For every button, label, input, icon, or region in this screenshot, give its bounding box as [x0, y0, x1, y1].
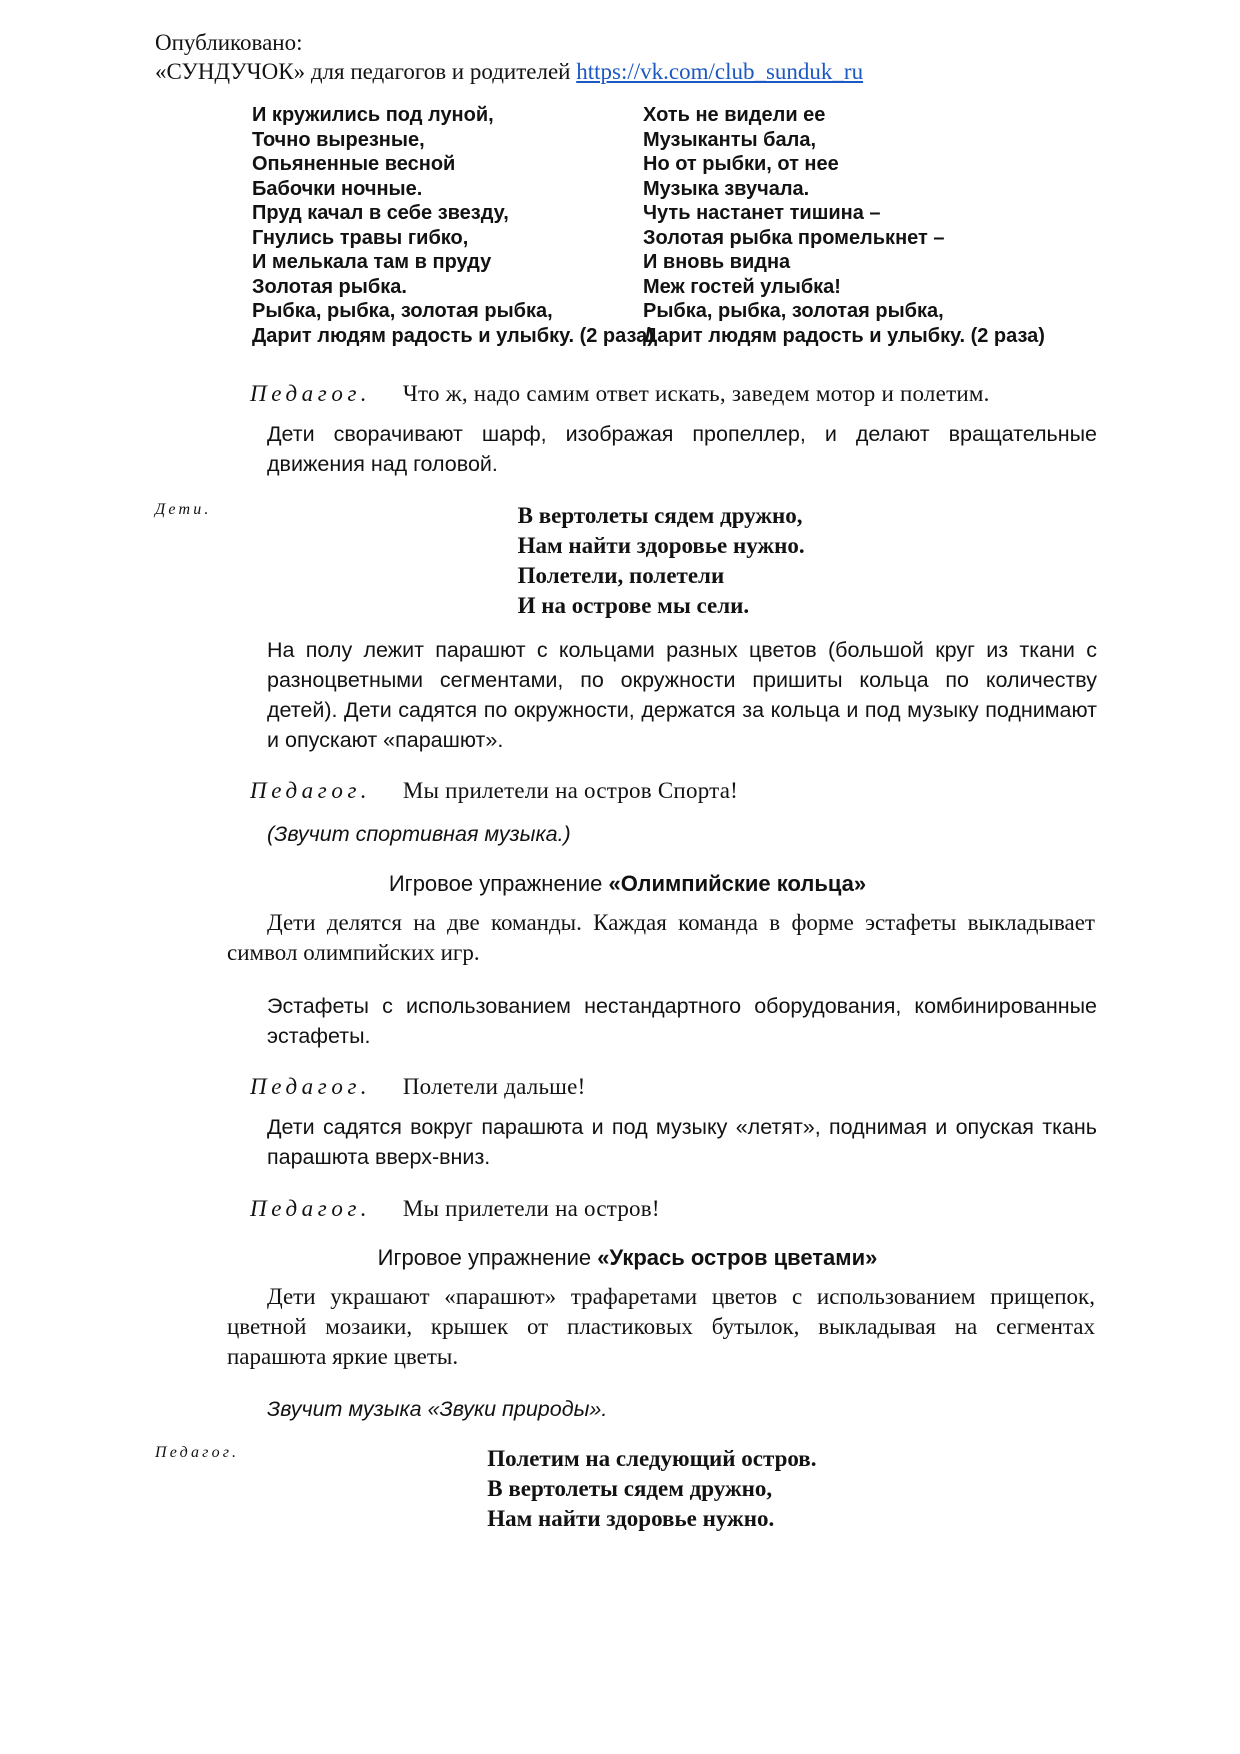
lyric-line: Музыканты бала,	[643, 128, 817, 151]
verse-line: В вертолеты сядем дружно,	[517, 502, 803, 528]
source-line	[155, 57, 1100, 87]
game-heading-prefix: Игровое упражнение	[388, 870, 609, 896]
game2-description: Дети украшают «парашют» трафаретами цветов с использованием прищепок, цветной мозаики, крышек от пластиковых бутылок, выкладывая на сегментах парашюта яркие цветы.	[227, 1283, 1095, 1369]
lyric-line: Золотая рыбка промелькнет –	[643, 226, 945, 249]
teacher-speech-3	[250, 1072, 1100, 1102]
speaker-label-teacher: Педагог.	[250, 1074, 372, 1099]
lyric-line: Точно вырезные,	[252, 128, 425, 151]
song-lyrics-block	[155, 103, 1100, 353]
speaker-label-teacher: Педагог.	[250, 778, 372, 803]
lyric-line: И вновь видна	[643, 251, 791, 273]
verse-line: Нам найти здоровье нужно.	[517, 532, 805, 558]
verse-line: И на острове мы сели.	[517, 592, 750, 618]
speaker-label-children: Дети.	[155, 500, 212, 518]
lyric-line: Дарит людям радость и улыбку. (2 раза)	[252, 324, 654, 347]
stage-note-nature-sounds: Звучит музыка «Звуки природы».	[267, 1396, 608, 1421]
lyric-line: Пруд качал в себе звезду,	[252, 202, 509, 224]
lyric-line: Золотая рыбка.	[252, 275, 407, 298]
lyric-line: Опьяненные весной	[252, 153, 456, 175]
teacher-speech-2	[250, 776, 1100, 806]
verse-line: В вертолеты сядем дружно,	[487, 1476, 773, 1501]
teacher-utterance: Полетели дальше!	[402, 1074, 586, 1099]
game-heading-name: «Укрась остров цветами»	[597, 1244, 878, 1270]
game1-description: Дети делятся на две команды. Каждая команда в форме эстафеты выкладывает символ олимпийских игр.	[227, 909, 1095, 965]
stage-direction-scarf: Дети сворачивают шарф, изображая пропеллер, и делают вращательные движения над головой.	[267, 422, 1097, 476]
song-column-right	[643, 103, 1045, 348]
lyric-line: И кружились под луной,	[252, 104, 494, 126]
verse-line: Нам найти здоровье нужно.	[487, 1506, 775, 1531]
verse-line: Полетели, полетели	[517, 562, 725, 588]
stage-note-sport-music: (Звучит спортивная музыка.)	[267, 822, 571, 846]
lyric-line: И мелькала там в пруду	[252, 251, 492, 273]
vk-club-link[interactable]: https://vk.com/club_sunduk_ru	[576, 59, 864, 84]
children-verse	[518, 501, 805, 621]
teacher-verse-block	[155, 1444, 1100, 1534]
lyric-line: Рыбка, рыбка, золотая рыбка,	[643, 300, 944, 322]
lyric-line: Но от рыбки, от нее	[643, 153, 839, 175]
teacher-utterance: Мы прилетели на остров!	[402, 1195, 660, 1221]
published-label: Опубликовано:	[155, 30, 303, 55]
game1-note: Эстафеты с использованием нестандартного оборудования, комбинированные эстафеты.	[267, 993, 1097, 1048]
speaker-label-teacher: Педагог.	[250, 381, 372, 406]
speaker-label-teacher: Педагог.	[250, 1195, 372, 1221]
lyric-line: Бабочки ночные.	[252, 177, 423, 200]
game-heading-prefix: Игровое упражнение	[377, 1244, 598, 1270]
song-column-left	[252, 103, 654, 348]
teacher-speech-1	[250, 379, 1100, 409]
lyric-line: Чуть настанет тишина –	[643, 202, 881, 224]
verse-line: Полетим на следующий остров.	[487, 1446, 817, 1471]
lyric-line: Гнулись травы гибко,	[252, 226, 469, 249]
speaker-label-teacher: Педагог.	[155, 1444, 240, 1461]
stage-direction-parachute: На полу лежит парашют с кольцами разных цветов (большой круг из ткани с разноцветными сегментами, по окружности пришиты кольца по количеству детей). Дети садятся по окружности, держатся за кольца и под музыку поднимают и опускают «парашют».	[267, 637, 1097, 752]
teacher-speech-4	[250, 1194, 1100, 1224]
children-verse-block	[155, 501, 1100, 621]
game-heading-olympic-rings	[155, 870, 1100, 898]
game-heading-name: «Олимпийские кольца»	[608, 870, 867, 896]
stage-direction-fly: Дети садятся вокруг парашюта и под музыку «летят», поднимая и опуская ткань парашюта вверх-вниз.	[267, 1115, 1097, 1169]
source-text: «СУНДУЧОК» для педагогов и родителей	[155, 59, 577, 84]
lyric-line: Рыбка, рыбка, золотая рыбка,	[252, 300, 553, 322]
teacher-utterance: Что ж, надо самим ответ искать, заведем мотор и полетим.	[402, 381, 990, 406]
teacher-verse	[487, 1444, 816, 1534]
game-heading-decorate-island	[155, 1244, 1100, 1272]
teacher-utterance: Мы прилетели на остров Спорта!	[402, 778, 739, 803]
lyric-line: Меж гостей улыбка!	[643, 275, 841, 298]
lyric-line: Дарит людям радость и улыбку. (2 раза)	[643, 324, 1045, 347]
document-content	[155, 28, 1100, 1534]
lyric-line: Музыка звучала.	[643, 177, 810, 200]
lyric-line: Хоть не видели ее	[643, 104, 826, 126]
